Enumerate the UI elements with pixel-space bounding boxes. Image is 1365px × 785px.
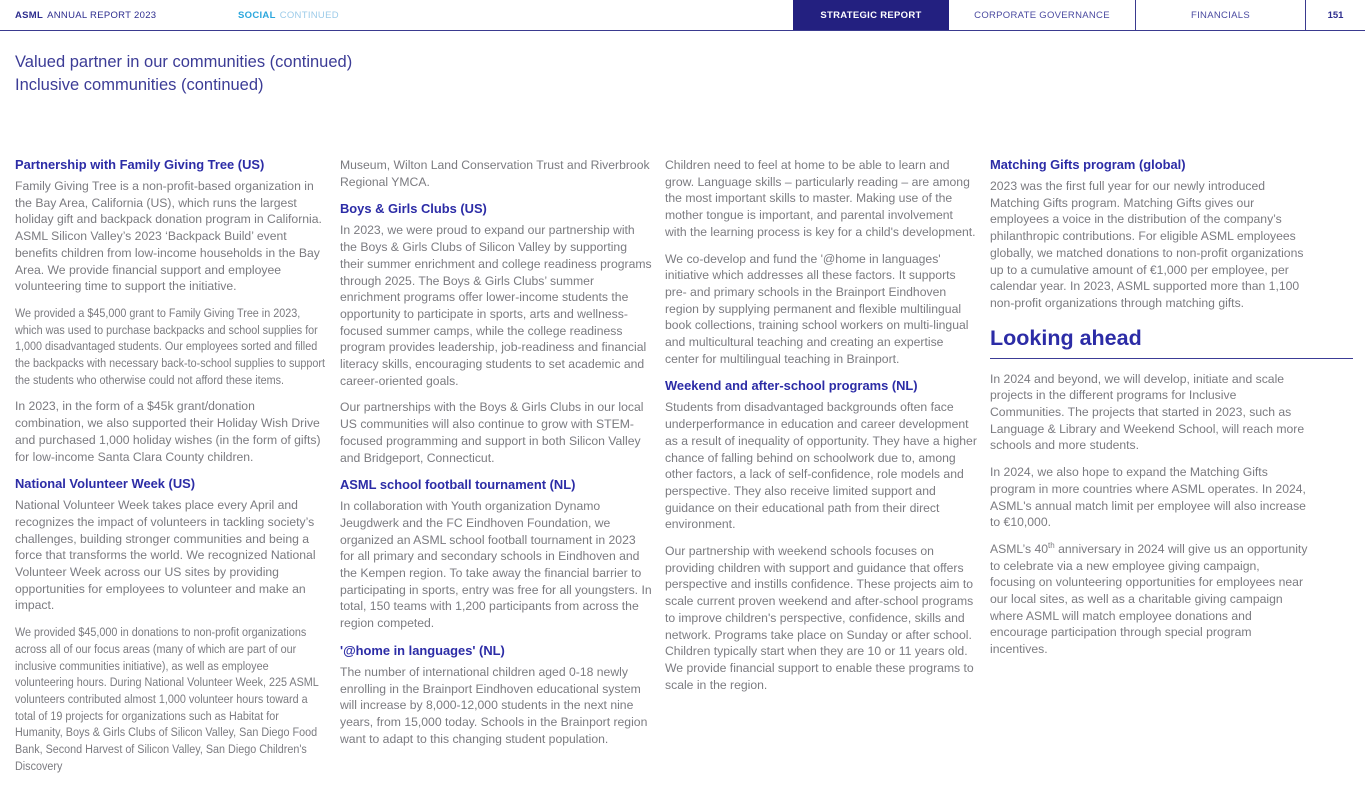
paragraph: In 2023, in the form of a $45k grant/donation combination, we also supported their Holiday Wish Drive and purchased 1,000 holiday wishes (in the form of gifts) for low-income Santa Clara County children. xyxy=(15,399,321,464)
section-heading: ASML school football tournament (NL) xyxy=(340,477,576,493)
paragraph: Children need to feel at home to be able to learn and grow. Language skills – particularly reading – are among the most important skills to master. Making use of the mother tongue is important, and parental involvement with the learning process is key for a child's development. xyxy=(665,158,976,239)
paragraph: In 2024 and beyond, we will develop, initiate and scale projects in the different programs for Inclusive Communities. The projects that started in 2023, such as Language & Library and Weekend School, will reach more schools and more students. xyxy=(990,371,1305,453)
paragraph: In 2023, we were proud to expand our partnership with the Boys & Girls Clubs of Silicon Valley by supporting their summer enrichment and college readiness programs through 2025. The Boys & Girls Clubs’ summer enrichment programs offer lower-income students the opportunity to participate in sports, arts and wellness-focused summer camps, while the college readiness program provides leadership, job-readiness and financial literacy skills, encouraging students to set academic and career-oriented goals. xyxy=(340,223,652,388)
section-name: SOCIAL xyxy=(238,9,276,21)
section-heading: '@home in languages' (NL) xyxy=(340,642,505,658)
paragraph: Students from disadvantaged backgrounds often face underperformance in education and career development as a result of inequality of opportunity. They have a higher chance of falling behind on schoolwork due to, among other factors, a lack of self-confidence, role models and perspective. They also receive limited support and guidance on their educational path from their direct environment. xyxy=(665,400,977,532)
paragraph: Museum, Wilton Land Conservation Trust and Riverbrook Regional YMCA. xyxy=(340,158,650,189)
text-column-2 xyxy=(340,157,652,785)
text-span: ASML’s 40 xyxy=(990,541,1049,556)
section-indicator xyxy=(238,0,339,30)
paragraph: 2023 was the first full year for our newly introduced Matching Gifts program. Matching Gifts gives our employees a voice in the distribution of the company’s philanthropic contributions. For eligible ASML employees globally, we matched donations to non-profit organizations up to a cumulative amount of €1,000 per employee, per calendar year. In 2023, ASML supported more than 1,100 non-profit organizations through matching gifts. xyxy=(990,179,1304,310)
section-heading: Matching Gifts program (global) xyxy=(990,157,1186,172)
text-column-3 xyxy=(665,157,977,785)
section-heading: Boys & Girls Clubs (US) xyxy=(340,201,487,217)
paragraph: In 2024, we also hope to expand the Matching Gifts program in more countries where ASML operates. In 2024, ASML's annual match limit per employee will also increase to €10,000. xyxy=(990,465,1306,530)
page-number: 151 xyxy=(1327,9,1344,21)
paragraph: Family Giving Tree is a non-profit-based organization in the Bay Area, California (US), which runs the largest holiday gift and backpack donation program in California. ASML Silicon Valley’s 2023 ‘Backpack Build’ event benefits children from low-income households in the Bay Area. We provide financial support and employee volunteering time to support the initiative. xyxy=(15,179,322,294)
paragraph: Our partnerships with the Boys & Girls Clubs in our local US communities will also continue to grow with STEM-focused programming and support in both Silicon Valley and Bridgeport, Connecticut. xyxy=(340,400,644,465)
brand-suffix: ANNUAL REPORT 2023 xyxy=(47,9,157,21)
page-title-line1: Valued partner in our communities (continued) xyxy=(15,53,353,71)
section-heading: National Volunteer Week (US) xyxy=(15,476,196,492)
paragraph: In collaboration with Youth organization Dynamo Jeugdwerk and the FC Eindhoven Foundation, we organized an ASML school football tournament in 2023 for all primary and secondary schools in Eindhoven and the Kempen region. To take away the financial barrier to participating in sports, entry was free for all youngsters. In total, 150 teams with 1,200 participants from across the region competed. xyxy=(340,499,652,631)
looking-ahead-heading: Looking ahead xyxy=(990,326,1353,359)
tab-corporate-governance[interactable]: CORPORATE GOVERNANCE xyxy=(949,0,1136,30)
text-column-4 xyxy=(990,157,1353,785)
paragraph xyxy=(990,541,1308,658)
columns xyxy=(15,157,1353,785)
paragraph: We provided a $45,000 grant to Family Giving Tree in 2023, which was used to purchase backpacks and school supplies for 1,000 disadvantaged students. Our employees sorted and filled the backpacks with necessary back-to-school supplies to support the students who otherwise could not afford these items. xyxy=(15,305,325,387)
text-span: anniversary in 2024 will give us an opportunity to celebrate via a new employee giving campaign, focusing on volunteering opportunities for employees near our local sites, as well as a charitable giving campaign where ASML will match employee donations and encourage participation through special program incentives. xyxy=(990,541,1308,657)
report-brand xyxy=(15,0,156,30)
paragraph: Our partnership with weekend schools focuses on providing children with support and guidance that offers perspective and instills confidence. These projects aim to scale current proven weekend and after-school programs to improve children's perspective, confidence, skills and network. Programs take place on Sunday or after school. Children typically start when they are 10 or 11 years old. We provide financial support to enable these programs to scale in the region. xyxy=(665,544,974,692)
section-heading: Weekend and after-school programs (NL) xyxy=(665,378,918,394)
section-heading: Partnership with Family Giving Tree (US) xyxy=(15,157,265,172)
page-title-line2: Inclusive communities (continued) xyxy=(15,75,264,94)
text-column-1 xyxy=(15,157,327,785)
paragraph: We co-develop and fund the '@home in languages' initiative which addresses all these factors. It supports pre- and primary schools in the Brainport Eindhoven region by supplying permanent and flexible multilingual book collections, training school workers on multi-lingual and multicultural teaching and creating an expertise center for multilingual teaching in Brainport. xyxy=(665,251,969,366)
tab-strategic-report[interactable]: STRATEGIC REPORT xyxy=(793,0,949,30)
tab-financials[interactable]: FINANCIALS xyxy=(1136,0,1306,30)
paragraph: We provided $45,000 in donations to non-profit organizations across all of our focus areas (many of which are part of our inclusive communities initiative), as well as employee volunteering hours. During National Volunteer Week, 225 ASML volunteers contributed almost 1,000 volunteer hours toward a total of 19 projects for organizations such as Habitat for Humanity, Boys & Girls Clubs of Silicon Valley, San Diego Food Bank, Second Harvest of Silicon Valley, San Diego Children's Discovery xyxy=(15,625,319,773)
paragraph: National Volunteer Week takes place every April and recognizes the impact of volunteers in tackling society’s challenges, building stronger communities and being a force that transforms the world. We recognized National Volunteer Week across our US sites by providing opportunities for employees to volunteer and make an impact. xyxy=(15,498,316,613)
section-continued-label: CONTINUED xyxy=(279,9,339,21)
brand-name: ASML xyxy=(15,9,44,21)
page-title xyxy=(15,51,352,96)
page-header xyxy=(0,0,1365,31)
report-tabs xyxy=(793,0,1365,30)
paragraph: The number of international children aged 0-18 newly enrolling in the Brainport Eindhoven educational system will increase by 8,000-12,000 students in the next nine years, from 15,000 today. Schools in the Brainport region want to adapt to this changing student population. xyxy=(340,664,648,746)
superscript: th xyxy=(1048,540,1055,550)
